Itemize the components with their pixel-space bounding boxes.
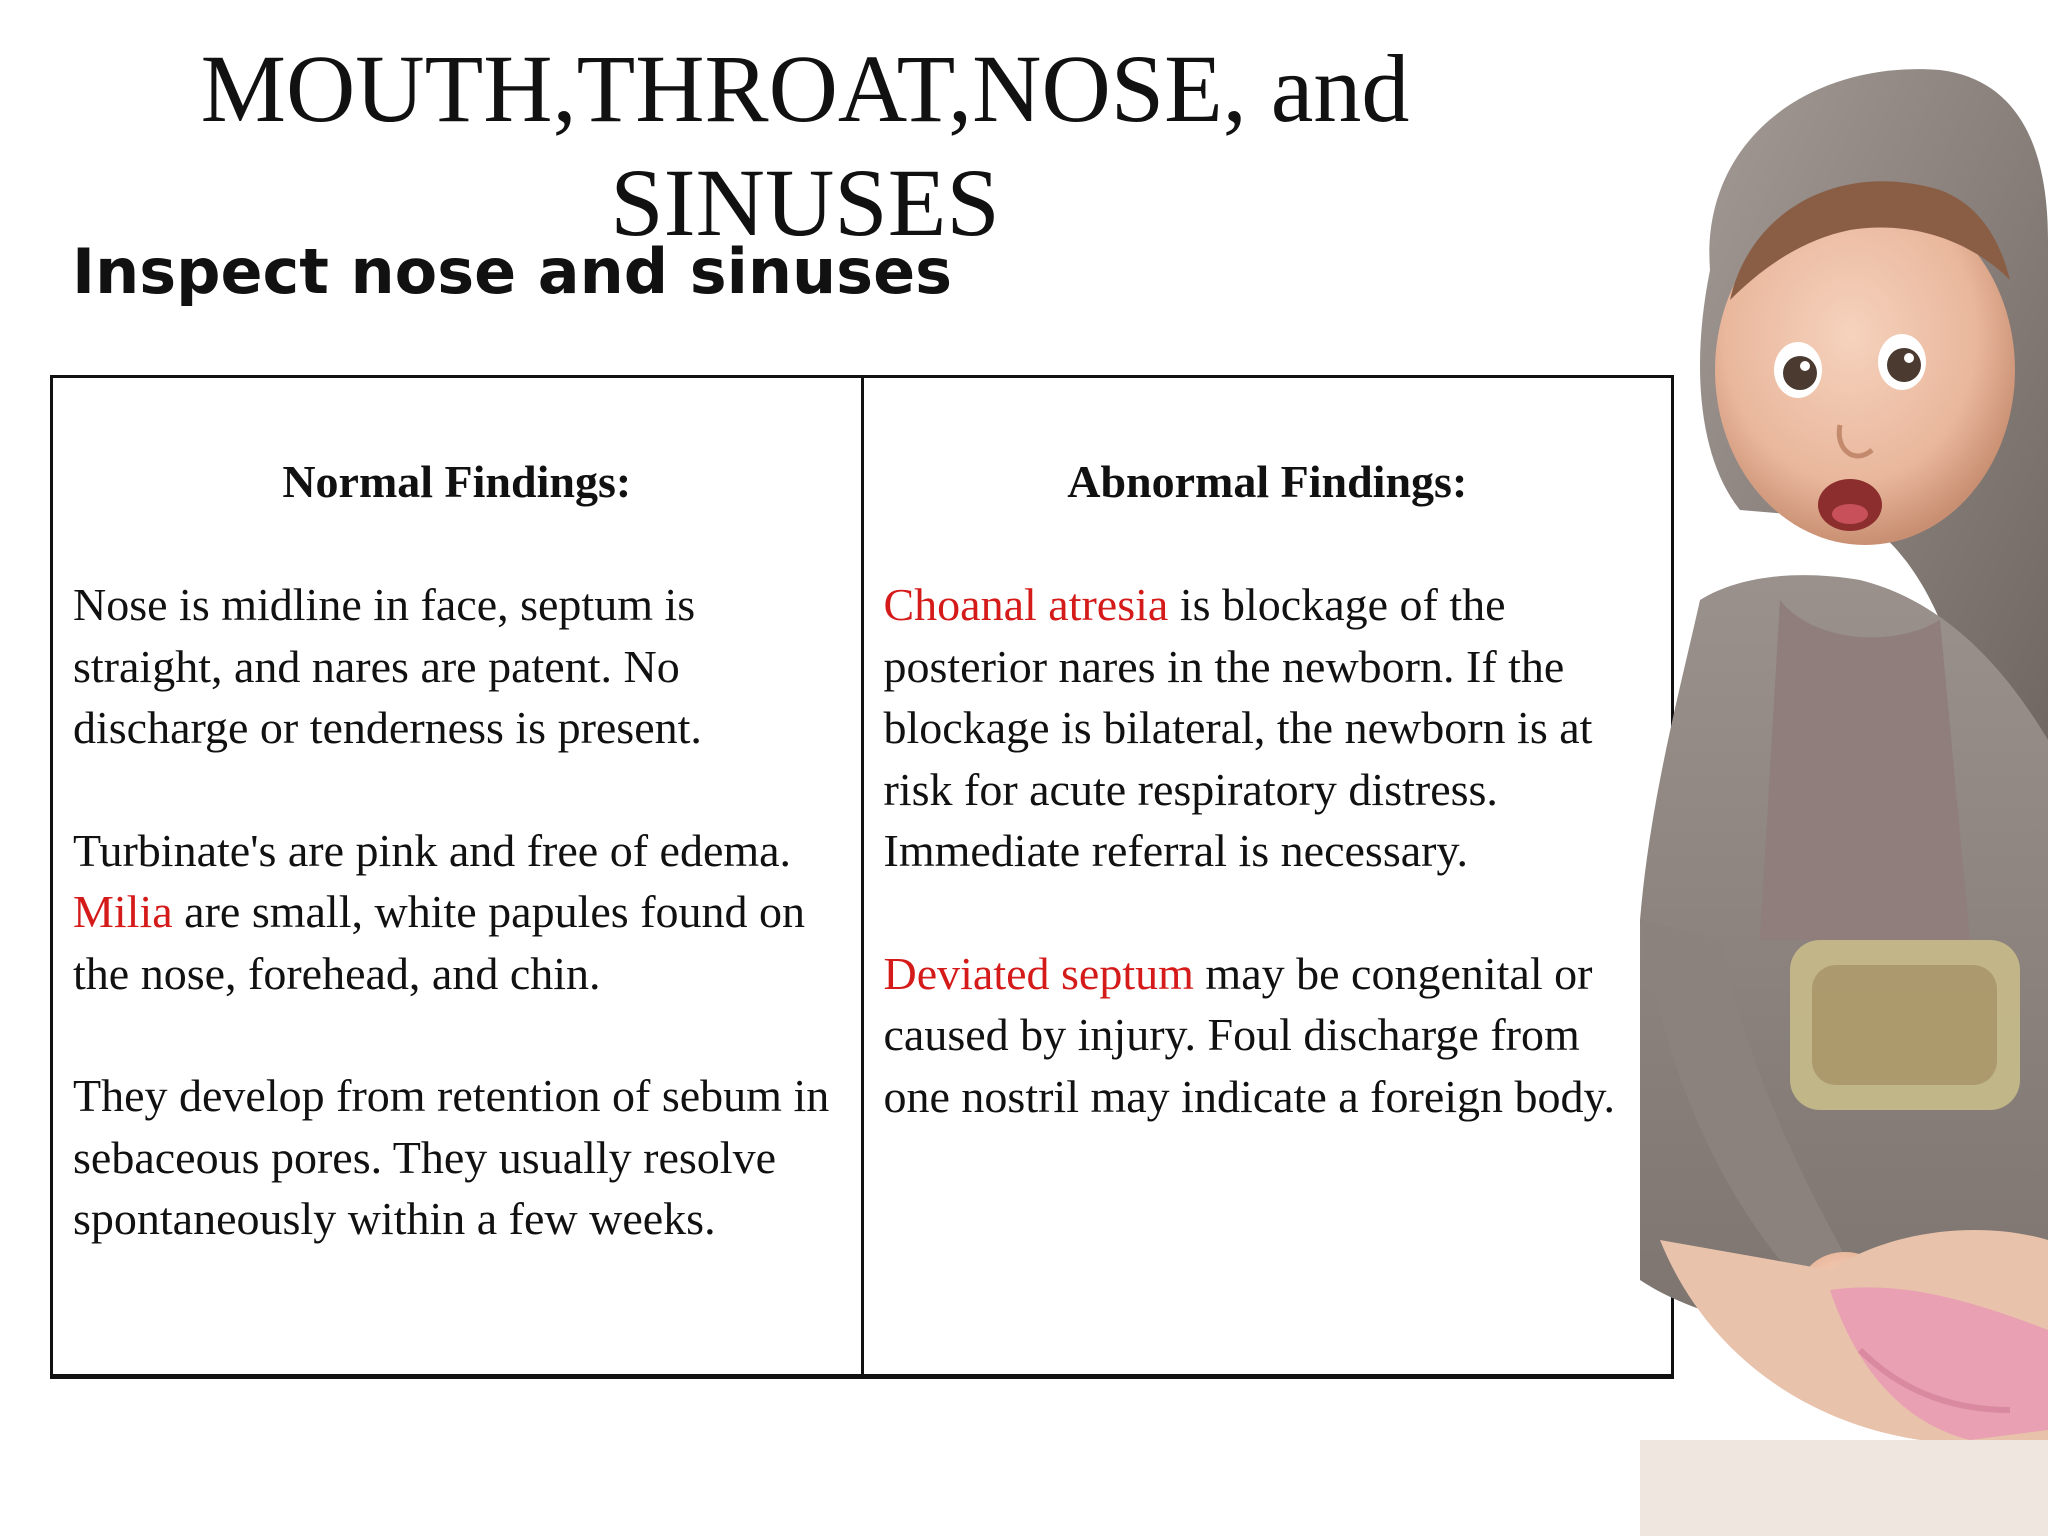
slide-title — [0, 32, 1610, 260]
milia-term: Milia — [73, 886, 173, 937]
slide-title-line1: MOUTH,THROAT,NOSE, and — [200, 35, 1410, 142]
normal-p2-after: are small, white papules found on the nose, forehead, and chin. — [73, 886, 806, 999]
abnormal-findings-paragraph-2 — [884, 943, 1652, 1128]
abnormal-findings-paragraph-1 — [884, 574, 1652, 882]
normal-findings-heading: Normal Findings: — [282, 456, 632, 507]
findings-table — [50, 375, 1674, 1379]
slide-title-line2: SINUSES — [610, 149, 1000, 256]
normal-findings-column — [53, 378, 864, 1374]
choanal-atresia-term: Choanal atresia — [883, 579, 1169, 630]
normal-findings-paragraph-2 — [73, 820, 841, 1005]
abnormal-findings-heading: Abnormal Findings: — [1067, 456, 1468, 507]
abnormal-findings-column — [864, 378, 1672, 1374]
normal-p2-before: Turbinate's are pink and free of edema. — [73, 824, 792, 876]
slide-subtitle: Inspect nose and sinuses — [72, 235, 953, 308]
normal-findings-paragraph-3: They develop from retention of sebum in sebaceous pores. They usually resolve spontaneously within a few weeks. — [73, 1070, 830, 1244]
baby-photo-icon — [1640, 40, 2048, 1536]
normal-findings-paragraph-1: Nose is midline in face, septum is straight, and nares are patent. No discharge or tenderness is present. — [73, 579, 702, 753]
abnormal-p1-after: is blockage of the posterior nares in the newborn. If the blockage is bilateral, the newborn is at risk for acute respiratory distress. Immediate referral is necessary. — [883, 579, 1593, 876]
deviated-septum-term: Deviated septum — [883, 947, 1194, 999]
abnormal-p2-after: may be congenital or caused by injury. Foul discharge from one nostril may indicate a foreign body. — [883, 947, 1616, 1122]
